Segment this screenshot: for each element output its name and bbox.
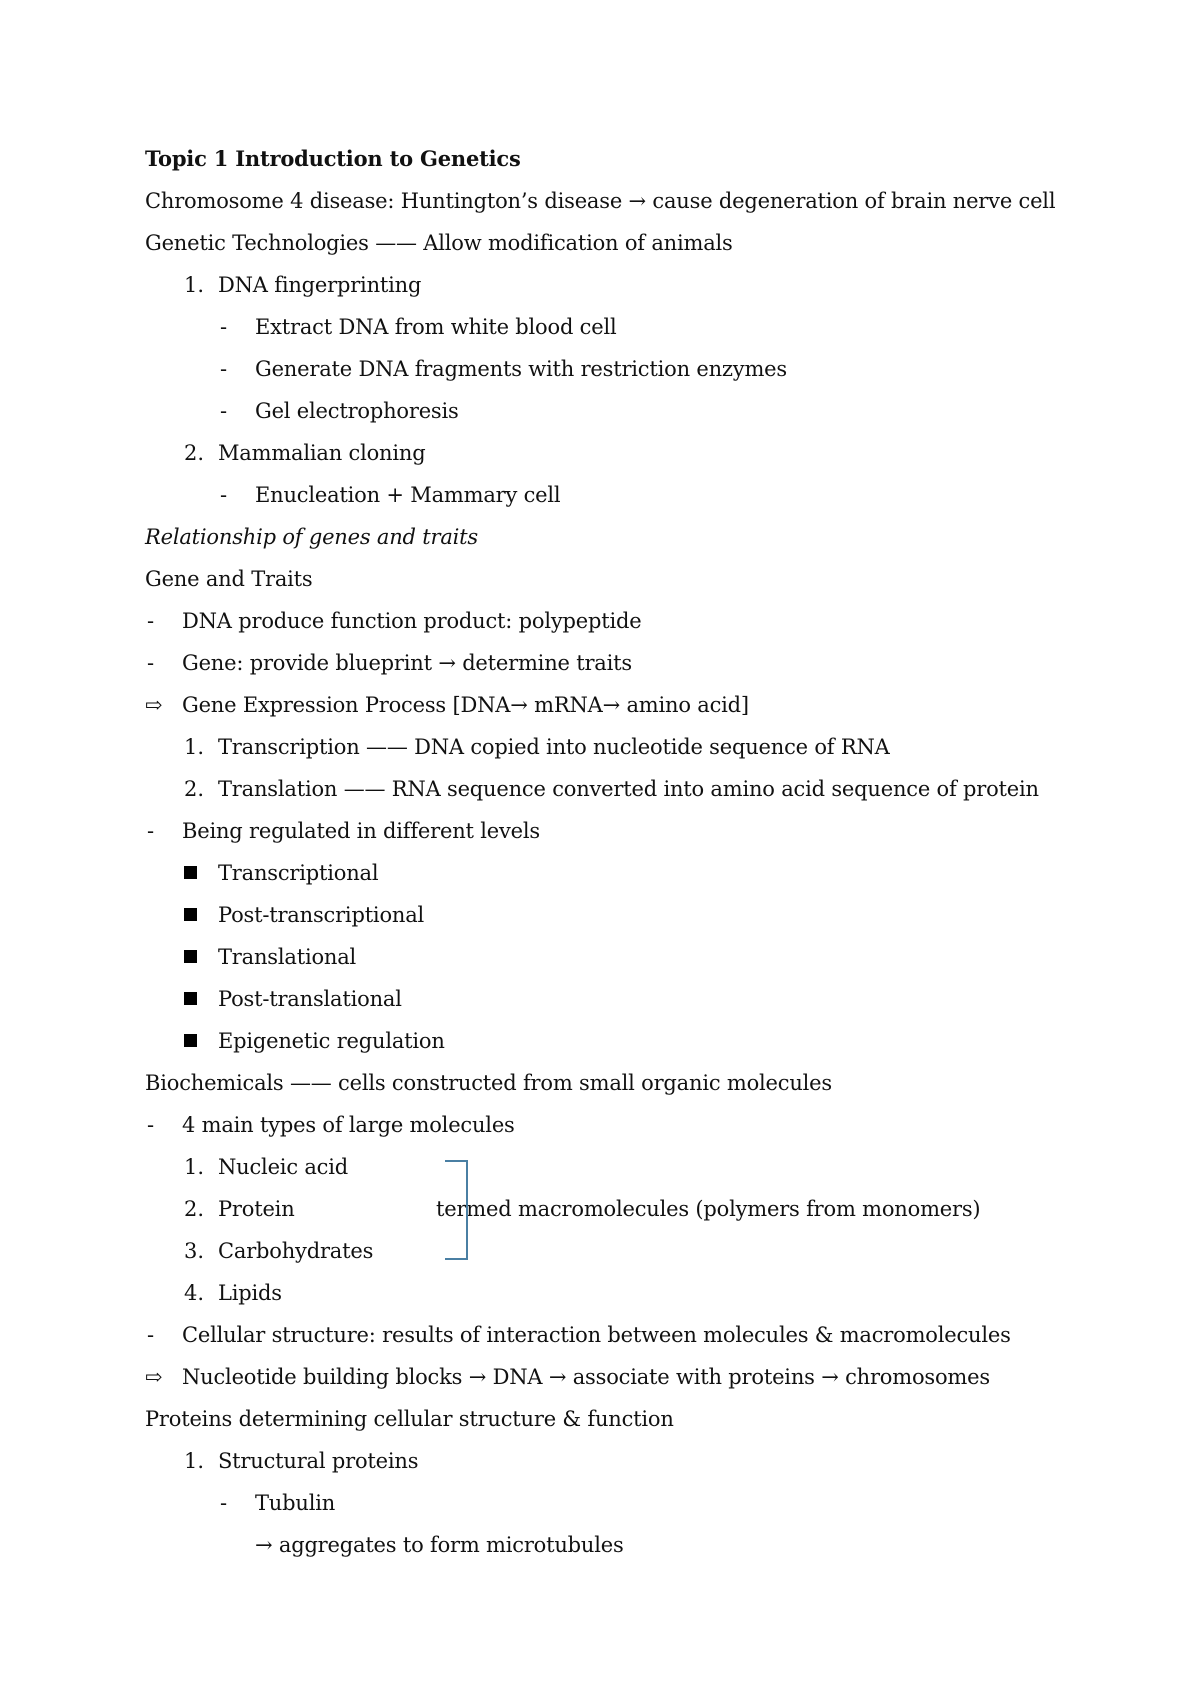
list-number: 3. xyxy=(184,1239,205,1263)
square-bullet-icon xyxy=(184,866,197,879)
list-item: Extract DNA from white blood cell xyxy=(255,315,617,339)
arrow-icon: → xyxy=(438,651,456,675)
dash-bullet: - xyxy=(220,399,228,423)
list-item: Structural proteins xyxy=(218,1449,419,1473)
list-item: Lipids xyxy=(218,1281,282,1305)
document-title: Topic 1 Introduction to Genetics xyxy=(145,146,521,171)
dash-bullet: - xyxy=(147,1113,155,1137)
list-item: Gene: provide blueprint → determine traits xyxy=(182,651,632,675)
dash-bullet: - xyxy=(220,357,228,381)
arrow-icon: → xyxy=(548,1365,567,1389)
dash-bullet: - xyxy=(220,483,228,507)
nucleotide-line: Nucleotide building blocks → DNA → associate with proteins → chromosomes xyxy=(182,1365,990,1389)
list-item: Gel electrophoresis xyxy=(255,399,459,423)
list-item: Generate DNA fragments with restriction enzymes xyxy=(255,357,787,381)
section-heading: Relationship of genes and traits xyxy=(145,525,478,549)
list-item: Being regulated in different levels xyxy=(182,819,540,843)
list-item: Nucleic acid xyxy=(218,1155,348,1179)
list-number: 4. xyxy=(184,1281,205,1305)
termed-annotation: termed macromolecules (polymers from monomers) xyxy=(436,1197,981,1221)
genetic-technologies-line: Genetic Technologies —— Allow modification of animals xyxy=(145,231,733,255)
mammalian-cloning-item: Mammalian cloning xyxy=(218,441,426,465)
list-item: Enucleation + Mammary cell xyxy=(255,483,561,507)
proteins-line: Proteins determining cellular structure & function xyxy=(145,1407,674,1431)
arrow-icon: → xyxy=(602,693,620,717)
list-item: Cellular structure: results of interaction between molecules & macromolecules xyxy=(182,1323,1011,1347)
list-number: 1. xyxy=(184,1449,205,1473)
list-item: Protein xyxy=(218,1197,295,1221)
aggregates-line: → aggregates to form microtubules xyxy=(255,1533,624,1557)
list-number: 1. xyxy=(184,1155,205,1179)
arrow-icon: → xyxy=(255,1533,273,1557)
list-number: 2. xyxy=(184,777,205,801)
arrow-icon: → xyxy=(628,189,646,213)
square-bullet-icon xyxy=(184,992,197,1005)
dash-bullet: - xyxy=(147,609,155,633)
gene-expression-line: Gene Expression Process [DNA→ mRNA→ amino acid] xyxy=(182,693,749,717)
list-item: Transcription —— DNA copied into nucleotide sequence of RNA xyxy=(218,735,890,759)
dna-fingerprinting-item: DNA fingerprinting xyxy=(218,273,422,297)
arrow-icon: → xyxy=(510,693,528,717)
chromosome-line: Chromosome 4 disease: Huntington’s disease → cause degeneration of brain nerve cell xyxy=(145,189,1056,213)
dash-bullet: - xyxy=(147,1323,155,1347)
list-item: 4 main types of large molecules xyxy=(182,1113,515,1137)
arrow-icon: → xyxy=(468,1365,487,1389)
list-item: Translational xyxy=(218,945,357,969)
dash-bullet: - xyxy=(147,651,155,675)
hollow-arrow-icon: ⇨ xyxy=(145,1365,163,1389)
list-item: Tubulin xyxy=(255,1491,336,1515)
list-item: Post-transcriptional xyxy=(218,903,425,927)
list-number: 2. xyxy=(184,441,205,465)
list-item: Post-translational xyxy=(218,987,402,1011)
biochemicals-line: Biochemicals —— cells constructed from small organic molecules xyxy=(145,1071,832,1095)
dash-bullet: - xyxy=(147,819,155,843)
list-item: Transcriptional xyxy=(218,861,379,885)
list-number: 1. xyxy=(184,735,205,759)
list-item: Epigenetic regulation xyxy=(218,1029,445,1053)
square-bullet-icon xyxy=(184,908,197,921)
list-item: Carbohydrates xyxy=(218,1239,374,1263)
list-item: DNA produce function product: polypeptide xyxy=(182,609,642,633)
list-item: Translation —— RNA sequence converted into amino acid sequence of protein xyxy=(218,777,1039,801)
list-number: 1. xyxy=(184,273,205,297)
square-bullet-icon xyxy=(184,1034,197,1047)
dash-bullet: - xyxy=(220,1491,228,1515)
dash-bullet: - xyxy=(220,315,228,339)
gene-and-traits-line: Gene and Traits xyxy=(145,567,313,591)
square-bullet-icon xyxy=(184,950,197,963)
arrow-icon: → xyxy=(821,1365,839,1389)
bracket-icon xyxy=(445,1160,469,1260)
list-number: 2. xyxy=(184,1197,205,1221)
hollow-arrow-icon: ⇨ xyxy=(145,693,163,717)
